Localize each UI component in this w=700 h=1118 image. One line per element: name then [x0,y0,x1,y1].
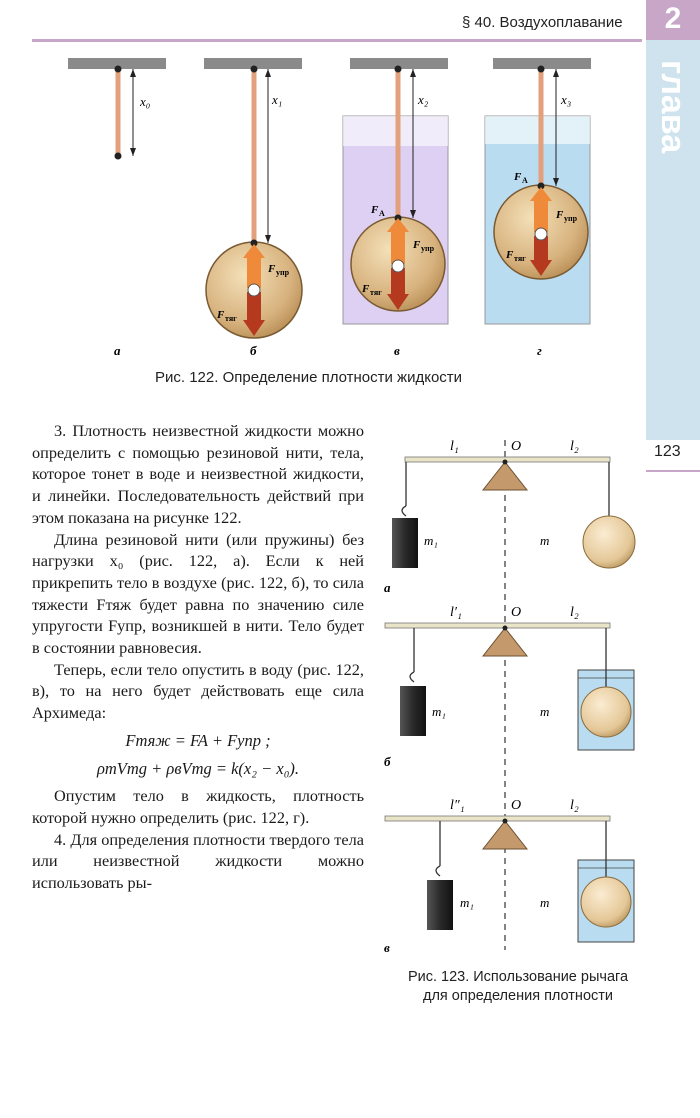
x2-label: x₂ [418,92,429,107]
panel-c-label: в [394,343,400,358]
ball-c2 [581,877,631,927]
chapter-word: глава [654,60,692,154]
formula-2: ρтVтg + ρвVтg = k(x₂ − x₀). [96,758,300,778]
weight-a [392,518,418,568]
fig123c-l2: l₂ [570,798,579,813]
figure-123-caption: Рис. 123. Использование рычага для определения плотности [407,969,629,1004]
fig123a-l1: l₁ [450,439,459,454]
fig123c-m: m [540,895,550,910]
paragraph-3: Теперь, если тело опустить в воду (рис. 122, в), то на него будет действовать еще сила Архимеда: [32,659,364,723]
paragraph-1: 3. Плотность неизвестной жидкости можно определить с помощью резиновой нити, тела, которое тонет в воде и неизвестной жидкости, и линейки. Последовательность действий при этом показана на рисунке 122. [32,421,364,527]
fig123-panel-a: а [384,580,391,595]
fig123b-m1: m₁ [432,704,446,719]
fig123a-m1: m₁ [424,533,438,548]
panel-b-label: б [250,343,257,358]
ball-b2 [581,687,631,737]
svg-text:F: F [556,209,564,221]
svg-text:упр: упр [276,268,290,277]
fig123b-O: O [511,605,522,620]
body-text [32,420,364,894]
figure-122 [0,0,700,400]
x1-label: x₁ [272,92,283,107]
lever-c [385,816,610,821]
page-number: 123 [654,443,681,460]
fig123-panel-c: в [384,940,390,955]
paragraph-2: Длина резиновой нити (или пружины) без нагрузки x₀ (рис. 122, а). Если к ней прикрепить тело в воздухе (рис. 122, б), то сила тяжести Fтяж будет равна по значению силе упругости Fупр, возникшей в нити. Тело будет в состоянии равновесия. [32,529,364,658]
svg-text:тяг: тяг [370,288,382,297]
svg-text:A: A [522,176,528,185]
figure-123 [370,420,646,960]
section-title: § 40. Воздухоплавание [462,14,623,31]
x0-label: x₀ [140,94,151,109]
weight-b [400,686,426,736]
svg-text:тяг: тяг [225,314,237,323]
fig123b-m: m [540,704,550,719]
fig123b-l1: l′₁ [450,605,462,620]
figure-122-caption: Рис. 122. Определение плотности жидкости [155,369,463,386]
fig123-panel-b: б [384,754,391,769]
svg-text:F: F [371,204,379,216]
panel-d-label: г [537,343,542,358]
lever-a [405,457,610,462]
page-number-rule [646,470,700,472]
fig123c-O: O [511,798,522,813]
svg-text:F: F [413,239,421,251]
svg-text:F: F [268,263,276,275]
svg-text:A: A [379,209,385,218]
lever-b [385,623,610,628]
chapter-number: 2 [664,2,682,35]
svg-text:F: F [506,249,514,261]
fig123c-l1: l″₁ [450,798,465,813]
paragraph-4: Опустим тело в жидкость, плотность которой нужно определить (рис. 122, г). [32,786,364,827]
x3-label: x₃ [561,92,572,107]
fig123a-l2: l₂ [570,439,579,454]
paragraph-5: 4. Для определения плотности твердого тела или неизвестной жидкости можно использовать ры- [32,829,364,893]
panel-a-label: а [114,343,121,358]
svg-text:упр: упр [421,244,435,253]
svg-text:упр: упр [564,214,578,223]
svg-text:F: F [514,171,522,183]
fig123c-m1: m₁ [460,895,474,910]
weight-c [427,880,453,930]
svg-text:F: F [362,283,370,295]
formula-1: Fтяж = FA + Fупр ; [125,730,271,750]
fig123a-m: m [540,533,550,548]
ball-a [583,516,635,568]
fig123a-O: O [511,439,522,454]
fig123b-l2: l₂ [570,605,579,620]
svg-text:тяг: тяг [514,254,526,263]
svg-text:F: F [217,309,225,321]
